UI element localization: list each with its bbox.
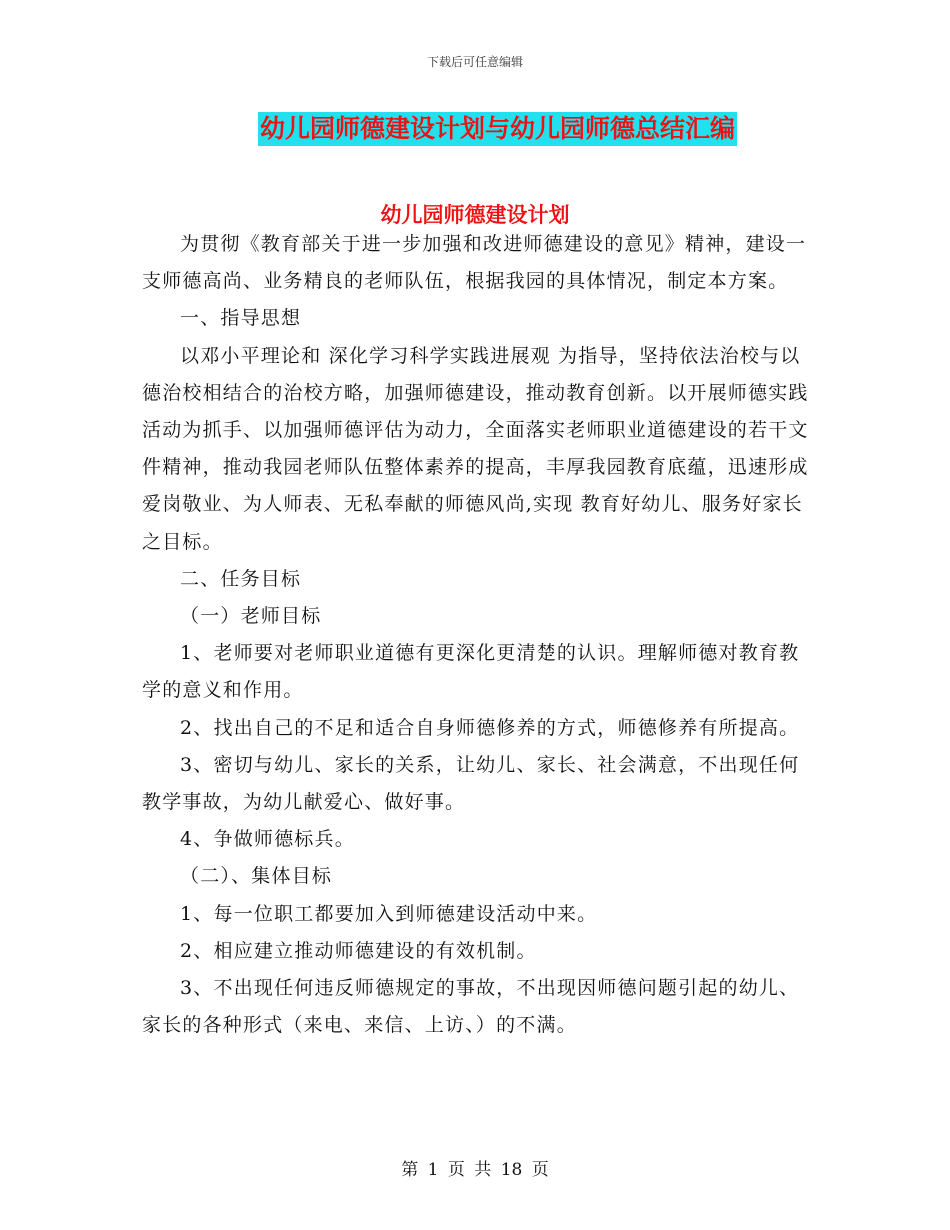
teacher-goal-item: 1、老师要对老师职业道德有更深化更清楚的认识。理解师德对教育教学的意义和作用。 (142, 642, 800, 702)
teacher-goal-item: 4、争做师德标兵。 (180, 828, 355, 851)
page-header-note: 下载后可任意编辑 (426, 55, 523, 69)
teacher-goal-item: 2、找出自己的不足和适合自身师德修养的方式，师德修养有所提高。 (180, 716, 800, 739)
subheading-teacher-goals: （一）老师目标 (180, 605, 322, 628)
collective-goal-item: 3、不出现任何违反师德规定的事故，不出现因师德问题引起的幼儿、家长的各种形式（来电、来信、上访、）的不满。 (142, 977, 800, 1037)
page-footer-number: 第 1 页 共 18 页 (401, 1160, 549, 1180)
document-title-container (0, 112, 950, 146)
paragraph-intro: 为贯彻《教育部关于进一步加强和改进师德建设的意见》精神，建设一支师德高尚、业务精良的老师队伍，根据我园的具体情况，制定本方案。 (142, 233, 807, 293)
paragraph-guiding-thought: 以邓小平理论和 深化学习科学实践进展观 为指导，坚持依法治校与以德治校相结合的治校方略，加强师德建设，推动教育创新。以开展师德实践活动为抓手、以加强师德评估为动力，全面落实老师职业道德建设的若干文件精神，推动我园老师队伍整体素养的提高，丰厚我园教育底蕴，迅速形成爱岗敬业、为人师表、无私奉献的师德风尚,实现 教育好幼儿、服务好家长 之目标。 (142, 344, 809, 553)
heading-guiding-thought: 一、指导思想 (180, 307, 302, 330)
section-title: 幼儿园师德建设计划 (380, 203, 570, 227)
teacher-goal-item: 3、密切与幼儿、家长的关系，让幼儿、家长、社会满意，不出现任何教学事故，为幼儿献爱心、做好事。 (142, 753, 800, 814)
collective-goal-item: 2、相应建立推动师德建设的有效机制。 (180, 939, 537, 962)
subheading-collective-goals: （二）、集体目标 (180, 865, 333, 888)
heading-task-goals: 二、任务目标 (180, 567, 302, 590)
collective-goal-item: 1、每一位职工都要加入到师德建设活动中来。 (180, 902, 598, 925)
document-title: 幼儿园师德建设计划与幼儿园师德总结汇编 (258, 112, 737, 146)
document-body (142, 226, 810, 1044)
